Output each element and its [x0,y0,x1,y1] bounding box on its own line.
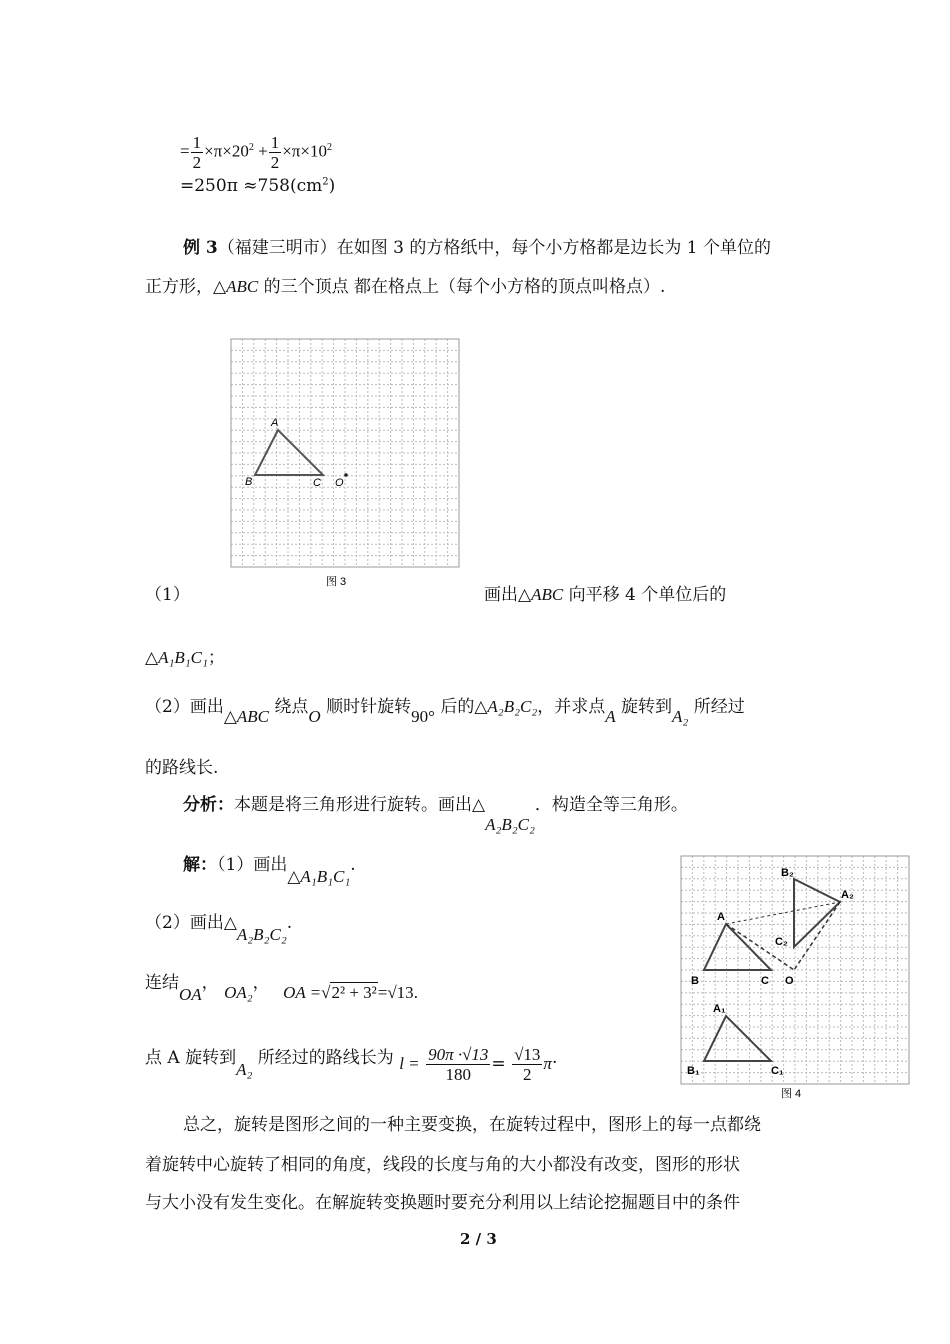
point-o [344,473,348,477]
figure-3-caption: 图 3 [326,576,347,588]
figure-4-grid [677,852,913,1102]
page-number: 2 / 3 [460,1230,497,1248]
figure-4-caption: 图 4 [781,1088,802,1100]
fraction-half: $\frac{1}{2}$ [192,133,202,172]
solution-path-length: 点 A 旋转到A₂ 所经过的路线长为 l = $\frac{90\pi \cdot√13}{180}$ = $\frac{√13}{2}$ π. [145,1045,558,1084]
label-a: A [717,911,725,923]
label-b: B [691,975,699,987]
label-c2: C₂ [775,936,788,948]
figure-3-grid [225,333,465,595]
example3-line-1: 例 3（福建三明市）在如图 3 的方格纸中，每个小方格都是边长为 1 个单位的 [183,238,771,258]
fraction-path-2: $\frac{√13}{2}$ [514,1045,541,1084]
q2-line-1: （2）画出△ABC 绕点O 顺时针旋转90° 后的△A₂B₂C₂，并求点A 旋转到A₂ 所经过 [145,697,745,726]
label-a: A [271,417,279,429]
q1-text: 画出△ABC 向平移 4 个单位后的 [484,585,727,605]
fraction-path: $\frac{90\pi \cdot√13}{180}$ [428,1045,489,1084]
label-o: O [335,477,344,489]
q2-line-2: 的路线长. [145,758,219,778]
label-c1: C₁ [771,1065,784,1077]
fraction-half-2: $\frac{1}{2}$ [270,133,280,172]
solution-step-1: 解：（1）画出△A₁B₁C₁. [183,855,356,886]
example3-line-2: 正方形，△ABC 的三个顶点 都在格点上（每个小方格的顶点叫格点）. [145,277,666,297]
summary-line-2: 着旋转中心旋转了相同的角度，线段的长度与角的大小都没有改变，图形的形状 [145,1155,740,1175]
formula-line-2: $=250\pi \approx 758(cm^2)$ [180,176,336,196]
label-b: B [245,476,253,488]
label-b1: B₁ [687,1065,700,1077]
label-b2: B₂ [781,867,794,879]
analysis: 分析：本题是将三角形进行旋转。画出△A₂B₂C₂．构造全等三角形。 [183,795,688,834]
q1-number: （1） [145,585,190,605]
label-a2: A₂ [841,889,854,901]
label-c: C [761,975,769,987]
summary-line-3: 与大小没有发生变化。在解旋转变换题时要充分利用以上结论挖掘题目中的条件 [145,1193,740,1213]
label-c: C [313,477,321,489]
label-a1: A₁ [713,1003,726,1015]
formula-line-1: = $\frac{1}{2}$ $\times\pi\times 20^2$ + $\frac{1}{2}$ $\times\pi\times 10^2$ [180,133,332,172]
solution-connect: 连结OA， OA₂， OA =√2² + 3²=√13. [145,973,418,1004]
example-label: 例 3 [183,238,218,258]
label-o: O [785,975,794,987]
summary-line-1: 总之，旋转是图形之间的一种主要变换，在旋转过程中，图形上的每一点都绕 [183,1115,761,1135]
solution-step-2: （2）画出△A₂B₂C₂. [145,913,293,944]
q1-result: △A₁B₁C₁； [145,648,225,668]
